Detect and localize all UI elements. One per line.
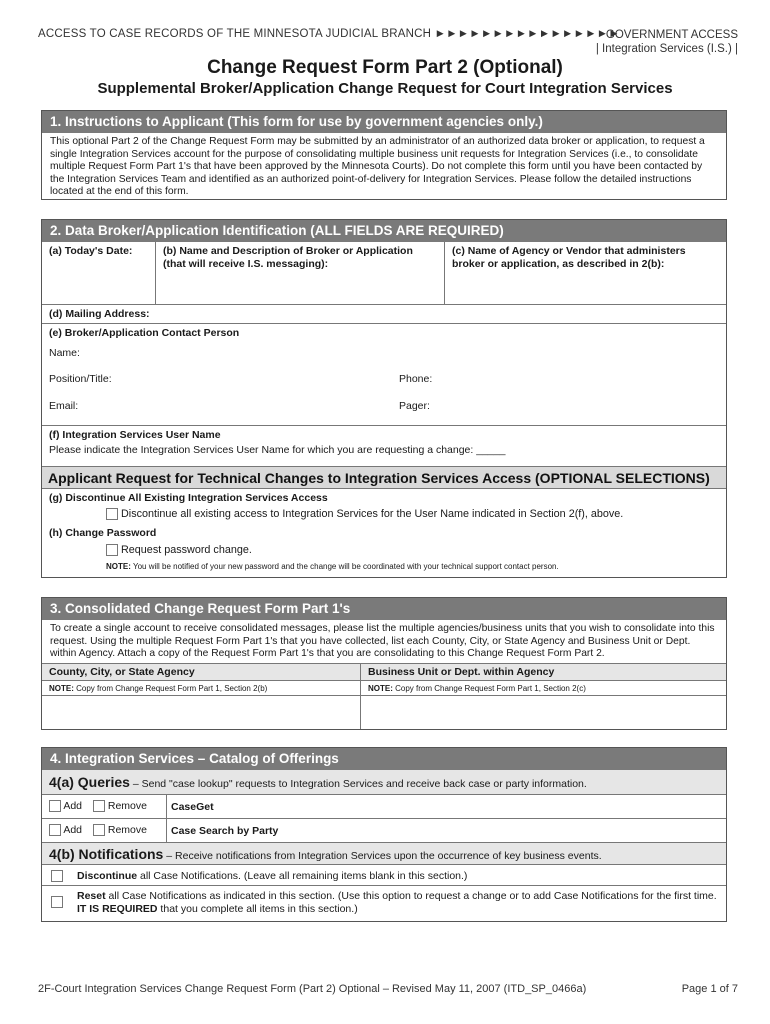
todays-date-label: (a) Today's Date: xyxy=(49,245,133,257)
section-3-heading: 3. Consolidated Change Request Form Part 1's xyxy=(42,598,726,620)
section-2 xyxy=(41,219,727,578)
notifications-heading xyxy=(49,846,602,862)
footer-page-number: Page 1 of 7 xyxy=(681,983,738,995)
position-title-label[interactable]: Position/Title: xyxy=(49,373,112,385)
user-name-row xyxy=(42,425,726,466)
section-2-row-abc xyxy=(42,242,726,304)
reset-notifications-text xyxy=(77,890,720,916)
section-3-body: To create a single account to receive consolidated messages, please list the multiple agencies/business units that you wish to consolidate into this request. Using the multiple Request Form Part 1's that you have collected, list each County, City, or State Agency and Business Unit or Dept. within Agency. Attach a copy of the Request Form Part 1's that you are consolidating to this Change Request Form Part 2. xyxy=(50,623,715,660)
section-3 xyxy=(41,597,727,730)
remove-case-search-label: Remove xyxy=(107,824,147,836)
agency-vendor-label: (c) Name of Agency or Vendor that administers broker or application, as described in 2(b): xyxy=(452,245,686,270)
agency-entry-field[interactable] xyxy=(42,696,360,729)
discontinue-desc: all Case Notifications. (Leave all remaining items blank in this section.) xyxy=(137,870,468,882)
notifications-heading-row xyxy=(42,842,726,864)
section-4-heading: 4. Integration Services – Catalog of Offerings xyxy=(42,748,726,770)
notifications-description: – Receive notifications from Integration Services upon the occurrence of key business events. xyxy=(163,850,602,862)
change-password-option[interactable] xyxy=(106,544,252,556)
query-caseget-actions xyxy=(49,800,147,812)
add-caseget-label: Add xyxy=(63,800,83,812)
query-row-caseget xyxy=(42,794,726,818)
col-agency-note-label: NOTE: xyxy=(49,684,74,693)
col-agency-note xyxy=(49,684,267,693)
section-1-heading: 1. Instructions to Applicant (This form for use by government agencies only.) xyxy=(42,111,726,133)
change-password-text: Request password change. xyxy=(121,544,252,556)
discontinue-bold: Discontinue xyxy=(77,870,138,882)
add-case-search-label: Add xyxy=(63,824,83,836)
applicant-options xyxy=(42,489,726,577)
consolidation-table-header xyxy=(42,663,726,680)
remove-caseget-label: Remove xyxy=(107,800,147,812)
col-agency-header: County, City, or State Agency xyxy=(49,666,195,678)
discontinue-notifications-checkbox[interactable] xyxy=(51,870,63,882)
discontinue-notifications-text xyxy=(77,870,467,882)
discontinue-access-checkbox[interactable] xyxy=(106,508,118,520)
consolidation-table-row xyxy=(42,695,726,729)
reset-notifications-row xyxy=(42,885,726,921)
change-password-label: (h) Change Password xyxy=(49,527,157,539)
query-case-search-cell xyxy=(166,819,726,842)
queries-heading-row xyxy=(42,770,726,794)
reset-required: IT IS REQUIRED xyxy=(77,903,158,915)
email-label[interactable]: Email: xyxy=(49,400,79,412)
user-name-instruction[interactable]: Please indicate the Integration Services User Name for which you are requesting a change: _____ xyxy=(49,444,506,456)
broker-name-field[interactable] xyxy=(155,242,444,304)
remove-case-search-checkbox[interactable] xyxy=(93,824,105,836)
page-subtitle: Supplemental Broker/Application Change Request for Court Integration Services xyxy=(97,80,673,97)
contact-name-label[interactable]: Name: xyxy=(49,347,80,359)
col-business-unit-note-label: NOTE: xyxy=(368,684,393,693)
header-right xyxy=(596,28,738,56)
col-agency-note-text: Copy from Change Request Form Part 1, Section 2(b) xyxy=(76,684,268,693)
query-caseget-name: CaseGet xyxy=(171,801,214,813)
col-business-unit-cell xyxy=(360,664,726,680)
pager-label[interactable]: Pager: xyxy=(399,400,430,412)
phone-label[interactable]: Phone: xyxy=(399,373,433,385)
agency-vendor-field[interactable] xyxy=(444,242,726,304)
contact-person-row xyxy=(42,323,726,425)
remove-caseget-checkbox[interactable] xyxy=(93,800,105,812)
reset-notifications-checkbox[interactable] xyxy=(51,896,63,908)
add-caseget-checkbox[interactable] xyxy=(49,800,61,812)
header-right-line1: GOVERNMENT ACCESS xyxy=(605,29,738,41)
applicant-request-heading: Applicant Request for Technical Changes to Integration Services Access (OPTIONAL SELECTIONS) xyxy=(42,466,726,489)
section-1 xyxy=(41,110,727,200)
password-note-text: You will be notified of your new password and the change will be coordinated with your technical support contact person. xyxy=(132,562,559,571)
queries-heading xyxy=(49,774,587,790)
col-business-unit-note-text: Copy from Change Request Form Part 1, Section 2(c) xyxy=(395,684,586,693)
col-business-unit-header: Business Unit or Dept. within Agency xyxy=(368,666,555,678)
col-business-unit-note-cell xyxy=(360,681,726,695)
section-1-body: This optional Part 2 of the Change Request Form may be submitted by an administrator of an authorized data broker or application, to request a single Integration Services account for the purpose of consolidating multiple business unit requests for Integration Services (i.e., to consolidate multiple Request Form Part 1's that have been approved by the Minnesota Courts). Do not complete this form until you have been contacted by the Integration Services Team and identified as an authorized point-of-delivery for Integration Services. Please follow the detailed instructions located at the end of this form. xyxy=(50,136,705,198)
contact-person-label: (e) Broker/Application Contact Person xyxy=(49,327,240,339)
discontinue-access-text: Discontinue all existing access to Integration Services for the User Name indicated in Section 2(f), above. xyxy=(121,508,624,520)
query-case-search-actions xyxy=(49,824,147,836)
query-row-case-search xyxy=(42,818,726,842)
mailing-address-label: (d) Mailing Address: xyxy=(49,308,150,320)
header-right-line2: | Integration Services (I.S.) | xyxy=(595,43,738,55)
query-caseget-cell xyxy=(166,795,726,818)
broker-name-label: (b) Name and Description of Broker or Application (that will receive I.S. messaging): xyxy=(163,245,413,270)
queries-title: 4(a) Queries xyxy=(49,774,130,790)
discontinue-access-option[interactable] xyxy=(106,508,623,520)
change-password-checkbox[interactable] xyxy=(106,544,118,556)
user-name-label: (f) Integration Services User Name xyxy=(49,429,221,441)
consolidation-table-notes xyxy=(42,680,726,695)
password-note xyxy=(106,562,559,571)
section-4 xyxy=(41,747,727,922)
business-unit-entry-field[interactable] xyxy=(360,696,726,729)
notifications-title: 4(b) Notifications xyxy=(49,846,164,862)
queries-description: – Send "case lookup" requests to Integration Services and receive back case or party information. xyxy=(129,778,587,790)
mailing-address-row[interactable] xyxy=(42,304,726,323)
reset-tail: that you complete all items in this section.) xyxy=(157,903,358,915)
reset-desc: all Case Notifications as indicated in this section. (Use this option to request a change or to add Case Notifications for the first time. xyxy=(105,890,717,902)
query-case-search-name: Case Search by Party xyxy=(171,825,279,837)
col-business-unit-note xyxy=(361,681,726,696)
section-2-heading: 2. Data Broker/Application Identification (ALL FIELDS ARE REQUIRED) xyxy=(42,220,726,242)
header-left: ACCESS TO CASE RECORDS OF THE MINNESOTA JUDICIAL BRANCH ►►►►►►►►►►►►►►►► xyxy=(38,28,620,40)
footer-form-id: 2F-Court Integration Services Change Request Form (Part 2) Optional – Revised May 11, 2007 (ITD_SP_0466a) xyxy=(38,983,587,995)
page-title: Change Request Form Part 2 (Optional) xyxy=(207,57,563,78)
discontinue-notifications-row xyxy=(42,864,726,885)
discontinue-access-label: (g) Discontinue All Existing Integration Services Access xyxy=(49,492,328,504)
reset-bold: Reset xyxy=(77,890,106,902)
add-case-search-checkbox[interactable] xyxy=(49,824,61,836)
password-note-label: NOTE: xyxy=(106,562,131,571)
